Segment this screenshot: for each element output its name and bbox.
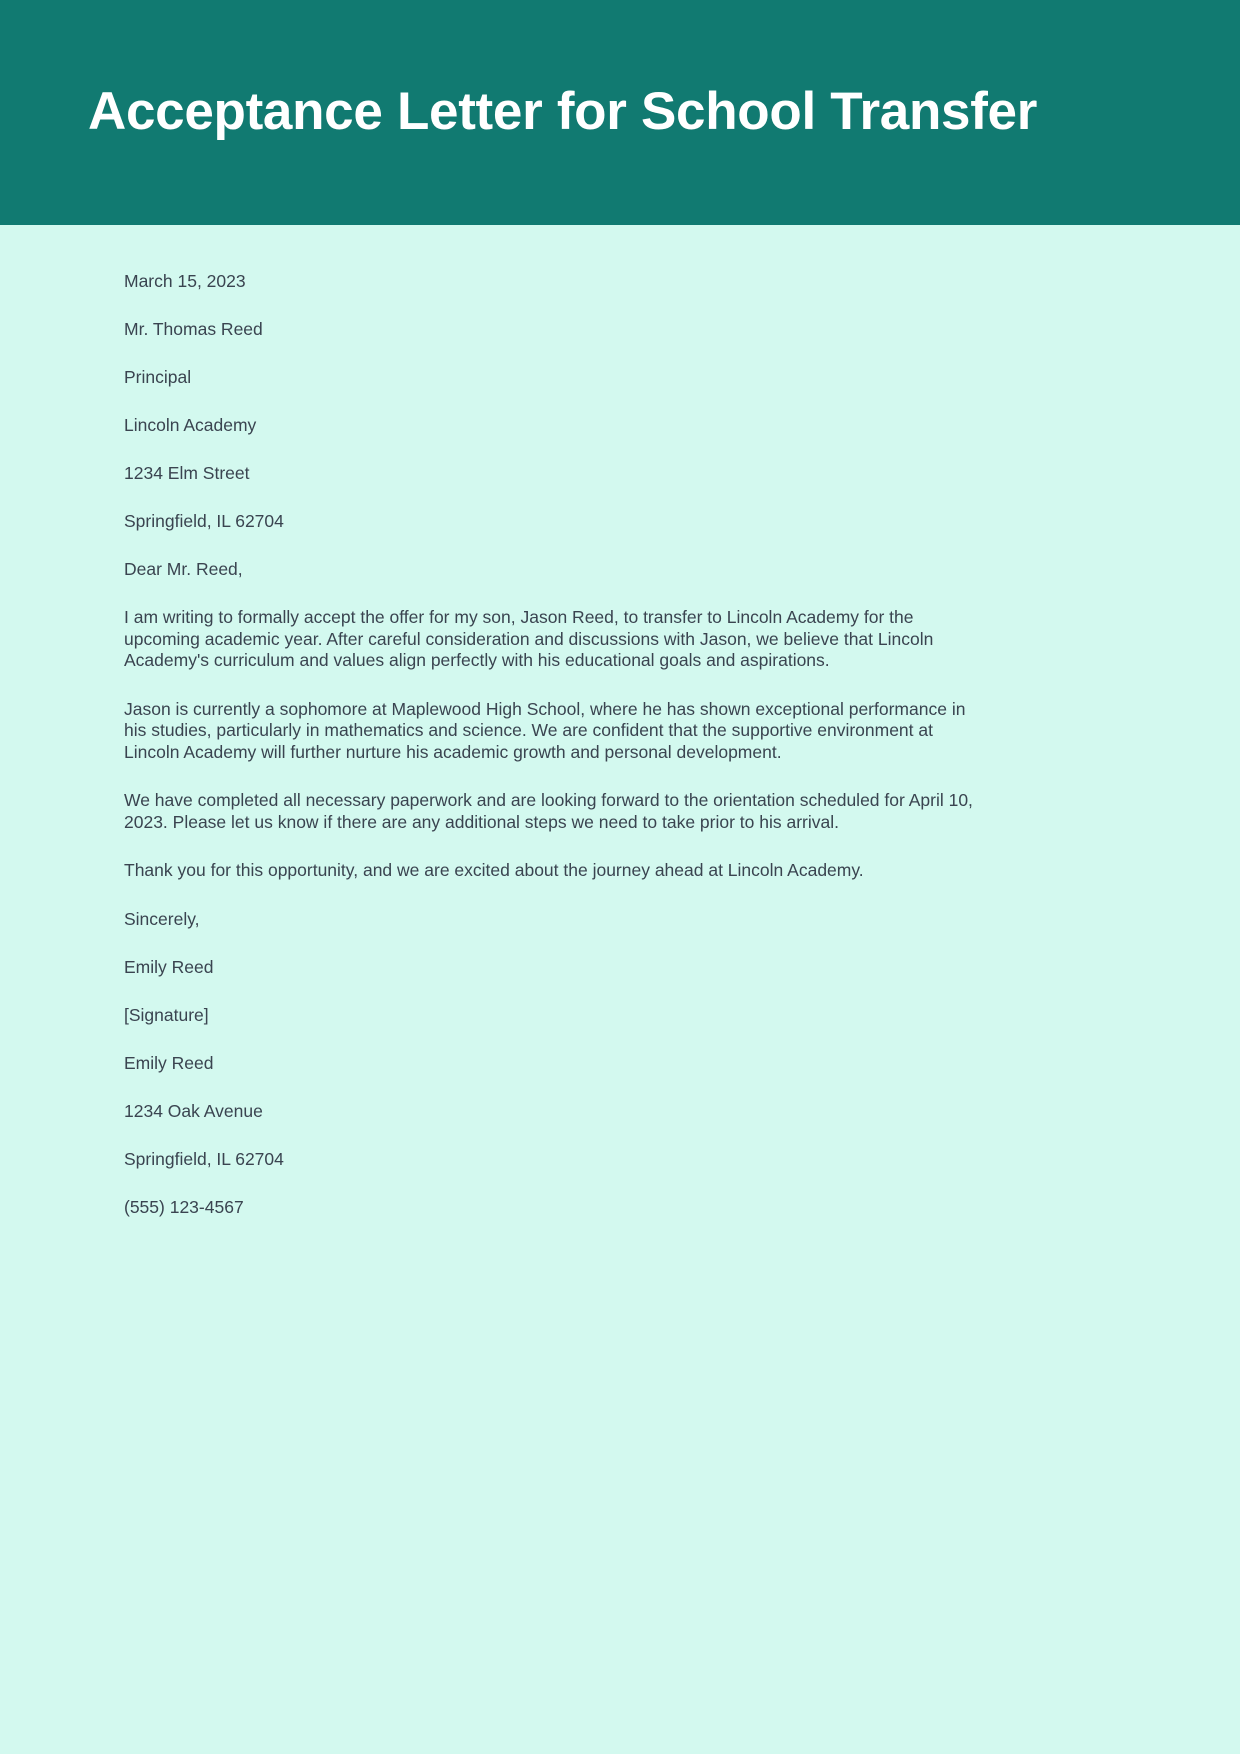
salutation: Dear Mr. Reed,	[124, 559, 243, 579]
sender-printed-name: Emily Reed	[124, 1052, 214, 1073]
document-header-band	[0, 0, 1240, 225]
closing-salutation: Sincerely,	[124, 908, 200, 929]
sender-name: Emily Reed	[124, 956, 214, 977]
recipient-name: Mr. Thomas Reed	[124, 319, 263, 339]
body-paragraph-1: I am writing to formally accept the offer for my son, Jason Reed, to transfer to Lincoln Academy for the upcoming academic year. After careful consideration and discussions with Jason, we believe that Lincoln Academy's curriculum and values align perfectly with his educational goals and aspirations.	[124, 607, 934, 670]
recipient-city-state-zip: Springfield, IL 62704	[124, 511, 284, 531]
page-title: Acceptance Letter for School Transfer	[88, 82, 1038, 142]
recipient-street: 1234 Elm Street	[124, 463, 250, 483]
sender-phone: (555) 123-4567	[124, 1196, 244, 1217]
letter-content	[0, 225, 1240, 1218]
body-paragraph-2: Jason is currently a sophomore at Maplewood High School, where he has shown exceptional performance in his studies, particularly in mathematics and science. We are confident that the supportive environment at Lincoln Academy will further nurture his academic growth and personal development.	[124, 698, 966, 762]
sender-street: 1234 Oak Avenue	[124, 1100, 263, 1121]
letter-date: March 15, 2023	[124, 271, 246, 291]
recipient-title: Principal	[124, 367, 192, 387]
sender-city-state-zip: Springfield, IL 62704	[124, 1148, 284, 1169]
body-paragraph-4: Thank you for this opportunity, and we are excited about the journey ahead at Lincoln Academy.	[124, 860, 864, 880]
recipient-organization: Lincoln Academy	[124, 415, 257, 435]
body-paragraph-3: We have completed all necessary paperwork and are looking forward to the orientation scheduled for April 10, 2023. Please let us know if there are any additional steps we need to take prior to his arrival.	[124, 790, 973, 832]
signature-placeholder: [Signature]	[124, 1004, 209, 1025]
